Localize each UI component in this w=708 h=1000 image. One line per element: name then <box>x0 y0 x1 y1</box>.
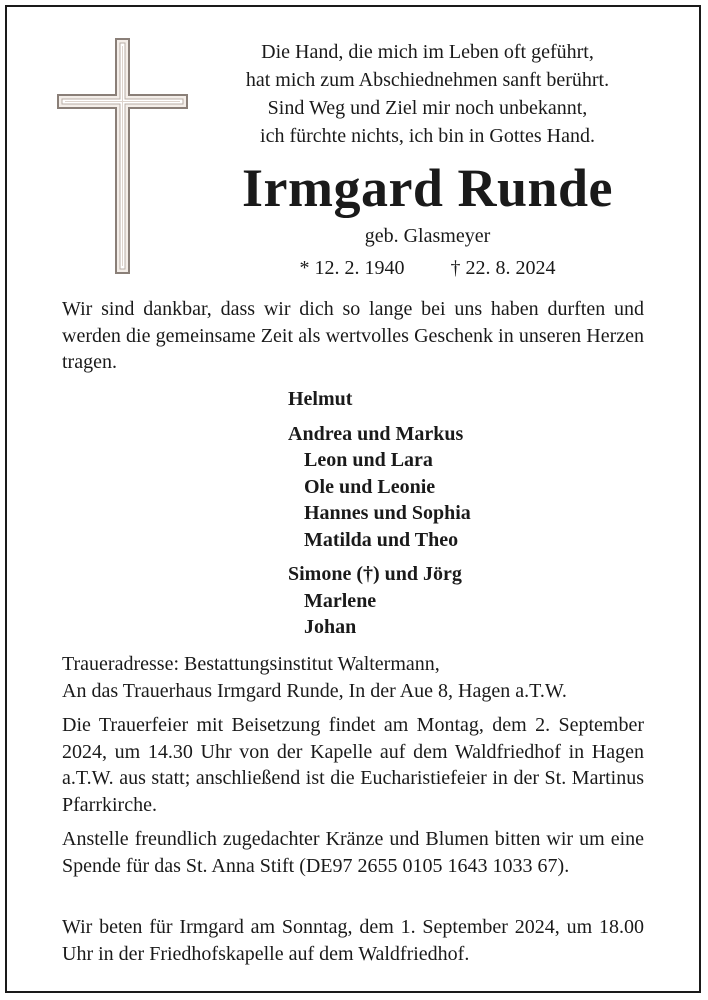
life-dates <box>200 255 655 281</box>
birth-date: * 12. 2. 1940 <box>299 257 405 279</box>
ceremony-text: Die Trauerfeier mit Beisetzung findet am Montag, dem 2. September 2024, um 14.30 Uhr von der Kapelle auf dem Waldfriedhof in Hagen a.T.W. aus statt; anschließend ist die Eucharistiefeier in der St. Martinus Pfarrkirche. <box>62 714 644 816</box>
intro-text: Wir sind dankbar, dass wir dich so lange bei uns haben durften und werden die gemeinsame Zeit als wertvolles Geschenk in unseren Herzen tragen. <box>62 298 644 373</box>
poem-line: Die Hand, die mich im Leben oft geführt, <box>261 41 594 63</box>
poem-line: hat mich zum Abschiednehmen sanft berührt. <box>245 69 610 91</box>
poem-line: Sind Weg und Ziel mir noch unbekannt, <box>267 97 588 119</box>
mourner-name: Helmut <box>288 388 353 410</box>
mourner-group <box>288 386 471 413</box>
memorial-poem <box>200 38 655 150</box>
mourner-name: Leon und Lara <box>304 449 433 471</box>
mourner-name: Johan <box>304 616 357 638</box>
mourner-name: Hannes und Sophia <box>304 502 471 524</box>
donation-text: Anstelle freundlich zugedachter Kränze und Blumen bitten wir um eine Spende für das St. Anna Stift (DE97 2655 0105 1643 1033 67). <box>62 828 644 877</box>
mourner-name: Andrea und Markus <box>288 422 464 445</box>
address-line: Traueradresse: Bestattungsinstitut Waltermann, <box>62 653 440 675</box>
deceased-name: Irmgard Runde <box>241 158 614 218</box>
mourning-address <box>62 651 644 704</box>
mourner-name: Marlene <box>304 589 377 612</box>
mourner-name: Ole und Leonie <box>304 475 436 498</box>
mourner-name: Matilda und Theo <box>304 528 459 551</box>
cross-icon <box>56 38 188 274</box>
mourners-list <box>288 386 471 649</box>
poem-line: ich fürchte nichts, ich bin in Gottes Hand. <box>260 125 595 147</box>
birth-name: geb. Glasmeyer <box>364 225 491 247</box>
prayer-text: Wir beten für Irmgard am Sonntag, dem 1. September 2024, um 18.00 Uhr in der Friedhofskapelle auf dem Waldfriedhof. <box>62 916 644 965</box>
death-date: † 22. 8. 2024 <box>450 257 556 279</box>
mourner-name: Simone (†) und Jörg <box>288 563 462 585</box>
mourner-group <box>288 421 471 554</box>
mourner-group <box>288 561 471 641</box>
address-line: An das Trauerhaus Irmgard Runde, In der Aue 8, Hagen a.T.W. <box>62 679 567 702</box>
